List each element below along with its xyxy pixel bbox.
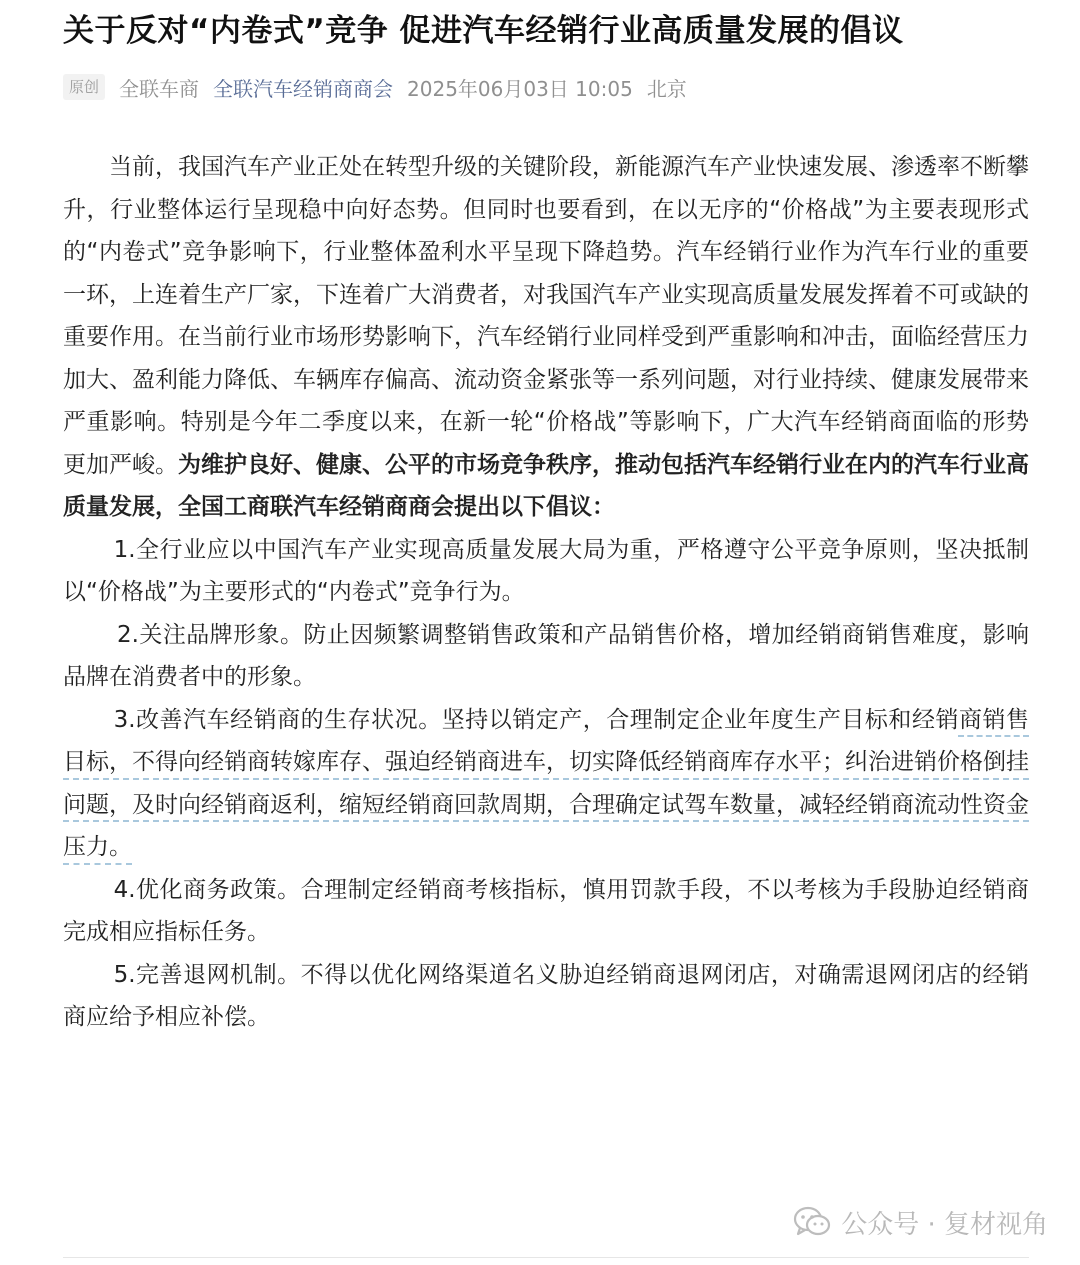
original-badge: 原创 xyxy=(63,74,105,100)
organization-link[interactable]: 全联汽车经销商商会 xyxy=(213,76,394,101)
account-name[interactable]: 全联车商 xyxy=(119,76,200,101)
watermark-text: 公众号 · 复材视角 xyxy=(841,1209,1048,1240)
article-meta xyxy=(63,70,687,104)
watermark xyxy=(793,1200,1048,1244)
publish-location: 北京 xyxy=(646,76,687,101)
publish-datetime: 2025年06月03日 10:05 xyxy=(407,76,633,101)
divider xyxy=(63,1257,1029,1258)
proposal-item-3 xyxy=(63,699,1029,869)
proposal-item-4: 4.优化商务政策。合理制定经销商考核指标，慎用罚款手段，不以考核为手段胁迫经销商完成相应指标任务。 xyxy=(63,876,1029,945)
wechat-icon xyxy=(793,1206,831,1238)
article-title: 关于反对“内卷式”竞争 促进汽车经销行业高质量发展的倡议 xyxy=(63,13,904,49)
proposal-item-3-underlined: 商销售目标，不得向经销商转嫁库存、强迫经销商进车，切实降低经销商库存水平；纠治进销价格倒挂问题，及时向经销商返利，缩短经销商回款周期，合理确定试驾车数量，减轻经销商流动性资金压力。 xyxy=(63,706,1029,860)
proposal-item-2: 2.关注品牌形象。防止因频繁调整销售政策和产品销售价格，增加经销商销售难度，影响品牌在消费者中的形象。 xyxy=(63,621,1029,690)
proposal-item-5: 5.完善退网机制。不得以优化网络渠道名义胁迫经销商退网闭店，对确需退网闭店的经销商应给予相应补偿。 xyxy=(63,961,1029,1030)
article-body xyxy=(63,146,1029,1039)
proposal-item-3-lead: 3.改善汽车经销商的生存状况。坚持以销定产，合理制定企业年度生产目标和经销 xyxy=(113,706,959,733)
intro-paragraph xyxy=(63,146,1029,529)
intro-bold-text: 为维护良好、健康、公平的市场竞争秩序，推动包括汽车经销行业在内的汽车行业高质量发展，全国工商联汽车经销商商会提出以下倡议： xyxy=(63,451,1029,520)
intro-text: 当前，我国汽车产业正处在转型升级的关键阶段，新能源汽车产业快速发展、渗透率不断攀升，行业整体运行呈现稳中向好态势。但同时也要看到，在以无序的“价格战”为主要表现形式的“内卷式”竞争影响下，行业整体盈利水平呈现下降趋势。汽车经销行业作为汽车行业的重要一环，上连着生产厂家，下连着广大消费者，对我国汽车产业实现高质量发展发挥着不可或缺的重要作用。在当前行业市场形势影响下，汽车经销行业同样受到严重影响和冲击，面临经营压力加大、盈利能力降低、车辆库存偏高、流动资金紧张等一系列问题，对行业持续、健康发展带来严重影响。特别是今年二季度以来，在新一轮“价格战”等影响下，广大汽车经销商面临的形势更加严峻。 xyxy=(63,154,1029,478)
proposal-item-1: 1.全行业应以中国汽车产业实现高质量发展大局为重，严格遵守公平竞争原则，坚决抵制以“价格战”为主要形式的“内卷式”竞争行为。 xyxy=(63,536,1029,605)
